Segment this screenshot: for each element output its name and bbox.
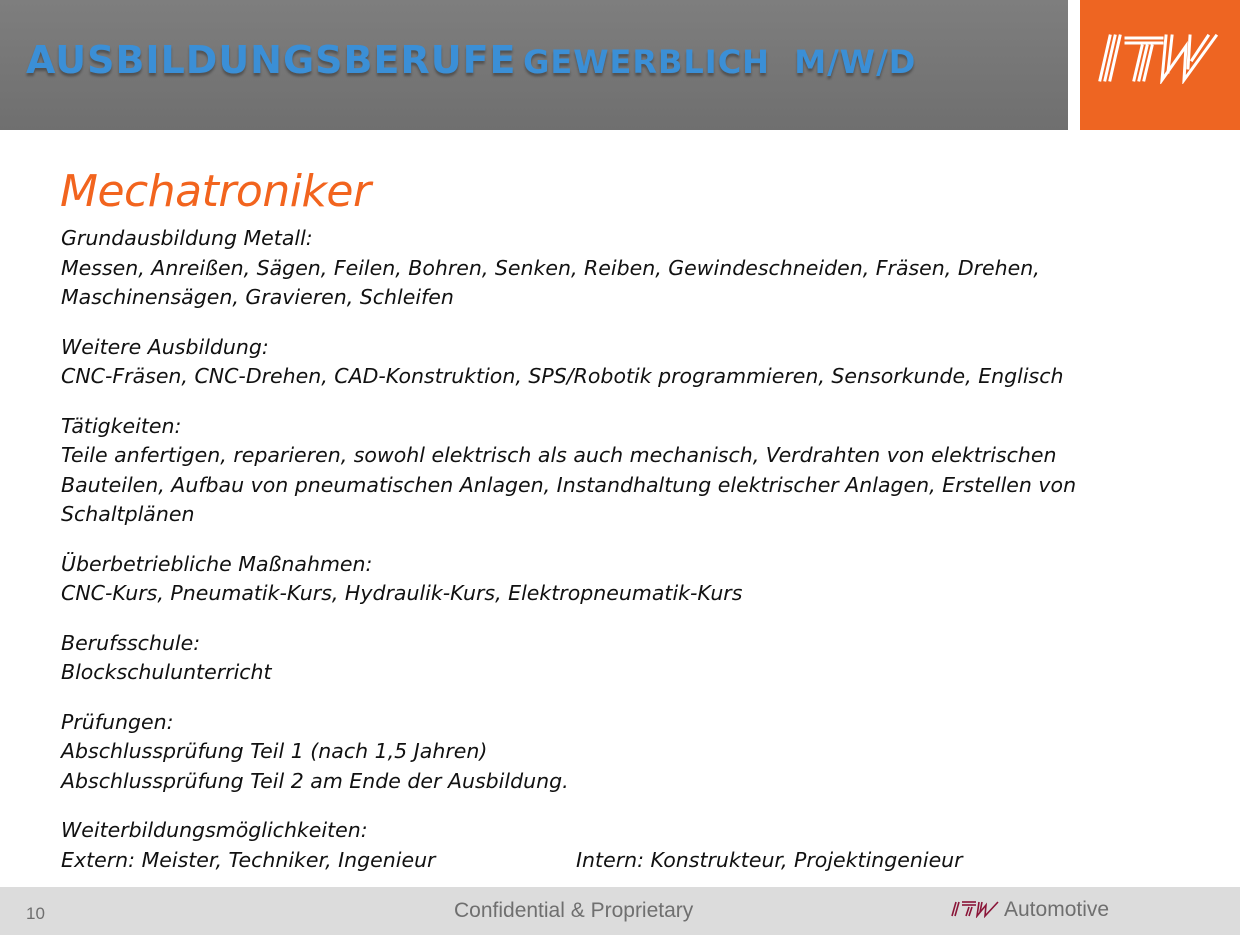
section-text: Bauteilen, Aufbau von pneumatischen Anlagen, Instandhaltung elektrischer Anlagen, Erstellen von <box>61 472 1077 497</box>
section-text: Abschlussprüfung Teil 2 am Ende der Ausbildung. <box>61 768 569 793</box>
footer-bar <box>0 887 1240 935</box>
footer-brand-text: Automotive <box>1004 898 1110 921</box>
slide-title-main: AUSBILDUNGSBERUFE <box>26 38 517 82</box>
job-title: Mechatroniker <box>60 166 371 217</box>
section-ueberbetriebliche-massnahmen <box>61 550 1161 609</box>
section-heading: Grundausbildung Metall: <box>61 226 313 250</box>
section-text: Messen, Anreißen, Sägen, Feilen, Bohren, Senken, Reiben, Gewindeschneiden, Fräsen, Drehen, <box>61 255 1040 280</box>
section-taetigkeiten <box>61 412 1161 530</box>
section-text: Abschlussprüfung Teil 1 (nach 1,5 Jahren) <box>61 739 488 763</box>
page-number: 10 <box>26 904 45 923</box>
section-text: CNC-Kurs, Pneumatik-Kurs, Hydraulik-Kurs, Elektropneumatik-Kurs <box>61 581 743 605</box>
section-heading: Berufsschule: <box>61 630 201 655</box>
section-heading: Weiterbildungsmöglichkeiten: <box>61 818 368 842</box>
section-text: Maschinensägen, Gravieren, Schleifen <box>61 285 454 309</box>
slide-title <box>26 38 916 82</box>
section-heading: Weitere Ausbildung: <box>61 334 269 359</box>
section-text: CNC-Fräsen, CNC-Drehen, CAD-Konstruktion, SPS/Robotik programmieren, Sensorkunde, Englisch <box>61 364 1064 388</box>
content-body <box>61 224 1161 895</box>
section-weitere-ausbildung <box>61 333 1161 392</box>
header-band <box>0 0 1068 130</box>
section-berufsschule <box>61 629 1161 688</box>
section-heading: Prüfungen: <box>61 709 174 734</box>
section-grundausbildung <box>61 224 1161 313</box>
confidential-notice: Confidential & Proprietary <box>454 899 694 922</box>
section-weiterbildung <box>61 816 1161 875</box>
section-text: Schaltplänen <box>61 502 195 526</box>
section-text: Teile anfertigen, reparieren, sowohl elektrisch als auch mechanisch, Verdrahten von elektrischen <box>61 443 1057 467</box>
section-heading: Überbetriebliche Maßnahmen: <box>61 551 373 576</box>
section-pruefungen <box>61 708 1161 797</box>
itw-footer-logo-icon <box>950 900 1000 918</box>
itw-logo <box>1080 0 1240 130</box>
section-heading: Tätigkeiten: <box>61 413 182 438</box>
itw-logo-icon <box>1096 32 1224 84</box>
slide-title-sub: GEWERBLICH M/W/D <box>523 43 917 81</box>
footer-brand <box>950 898 1109 922</box>
weiterbildung-intern: Intern: Konstrukteur, Projektingenieur <box>576 847 963 872</box>
weiterbildung-columns <box>61 846 1161 876</box>
weiterbildung-extern: Extern: Meister, Techniker, Ingenieur <box>61 847 436 872</box>
section-text: Blockschulunterricht <box>61 660 272 684</box>
